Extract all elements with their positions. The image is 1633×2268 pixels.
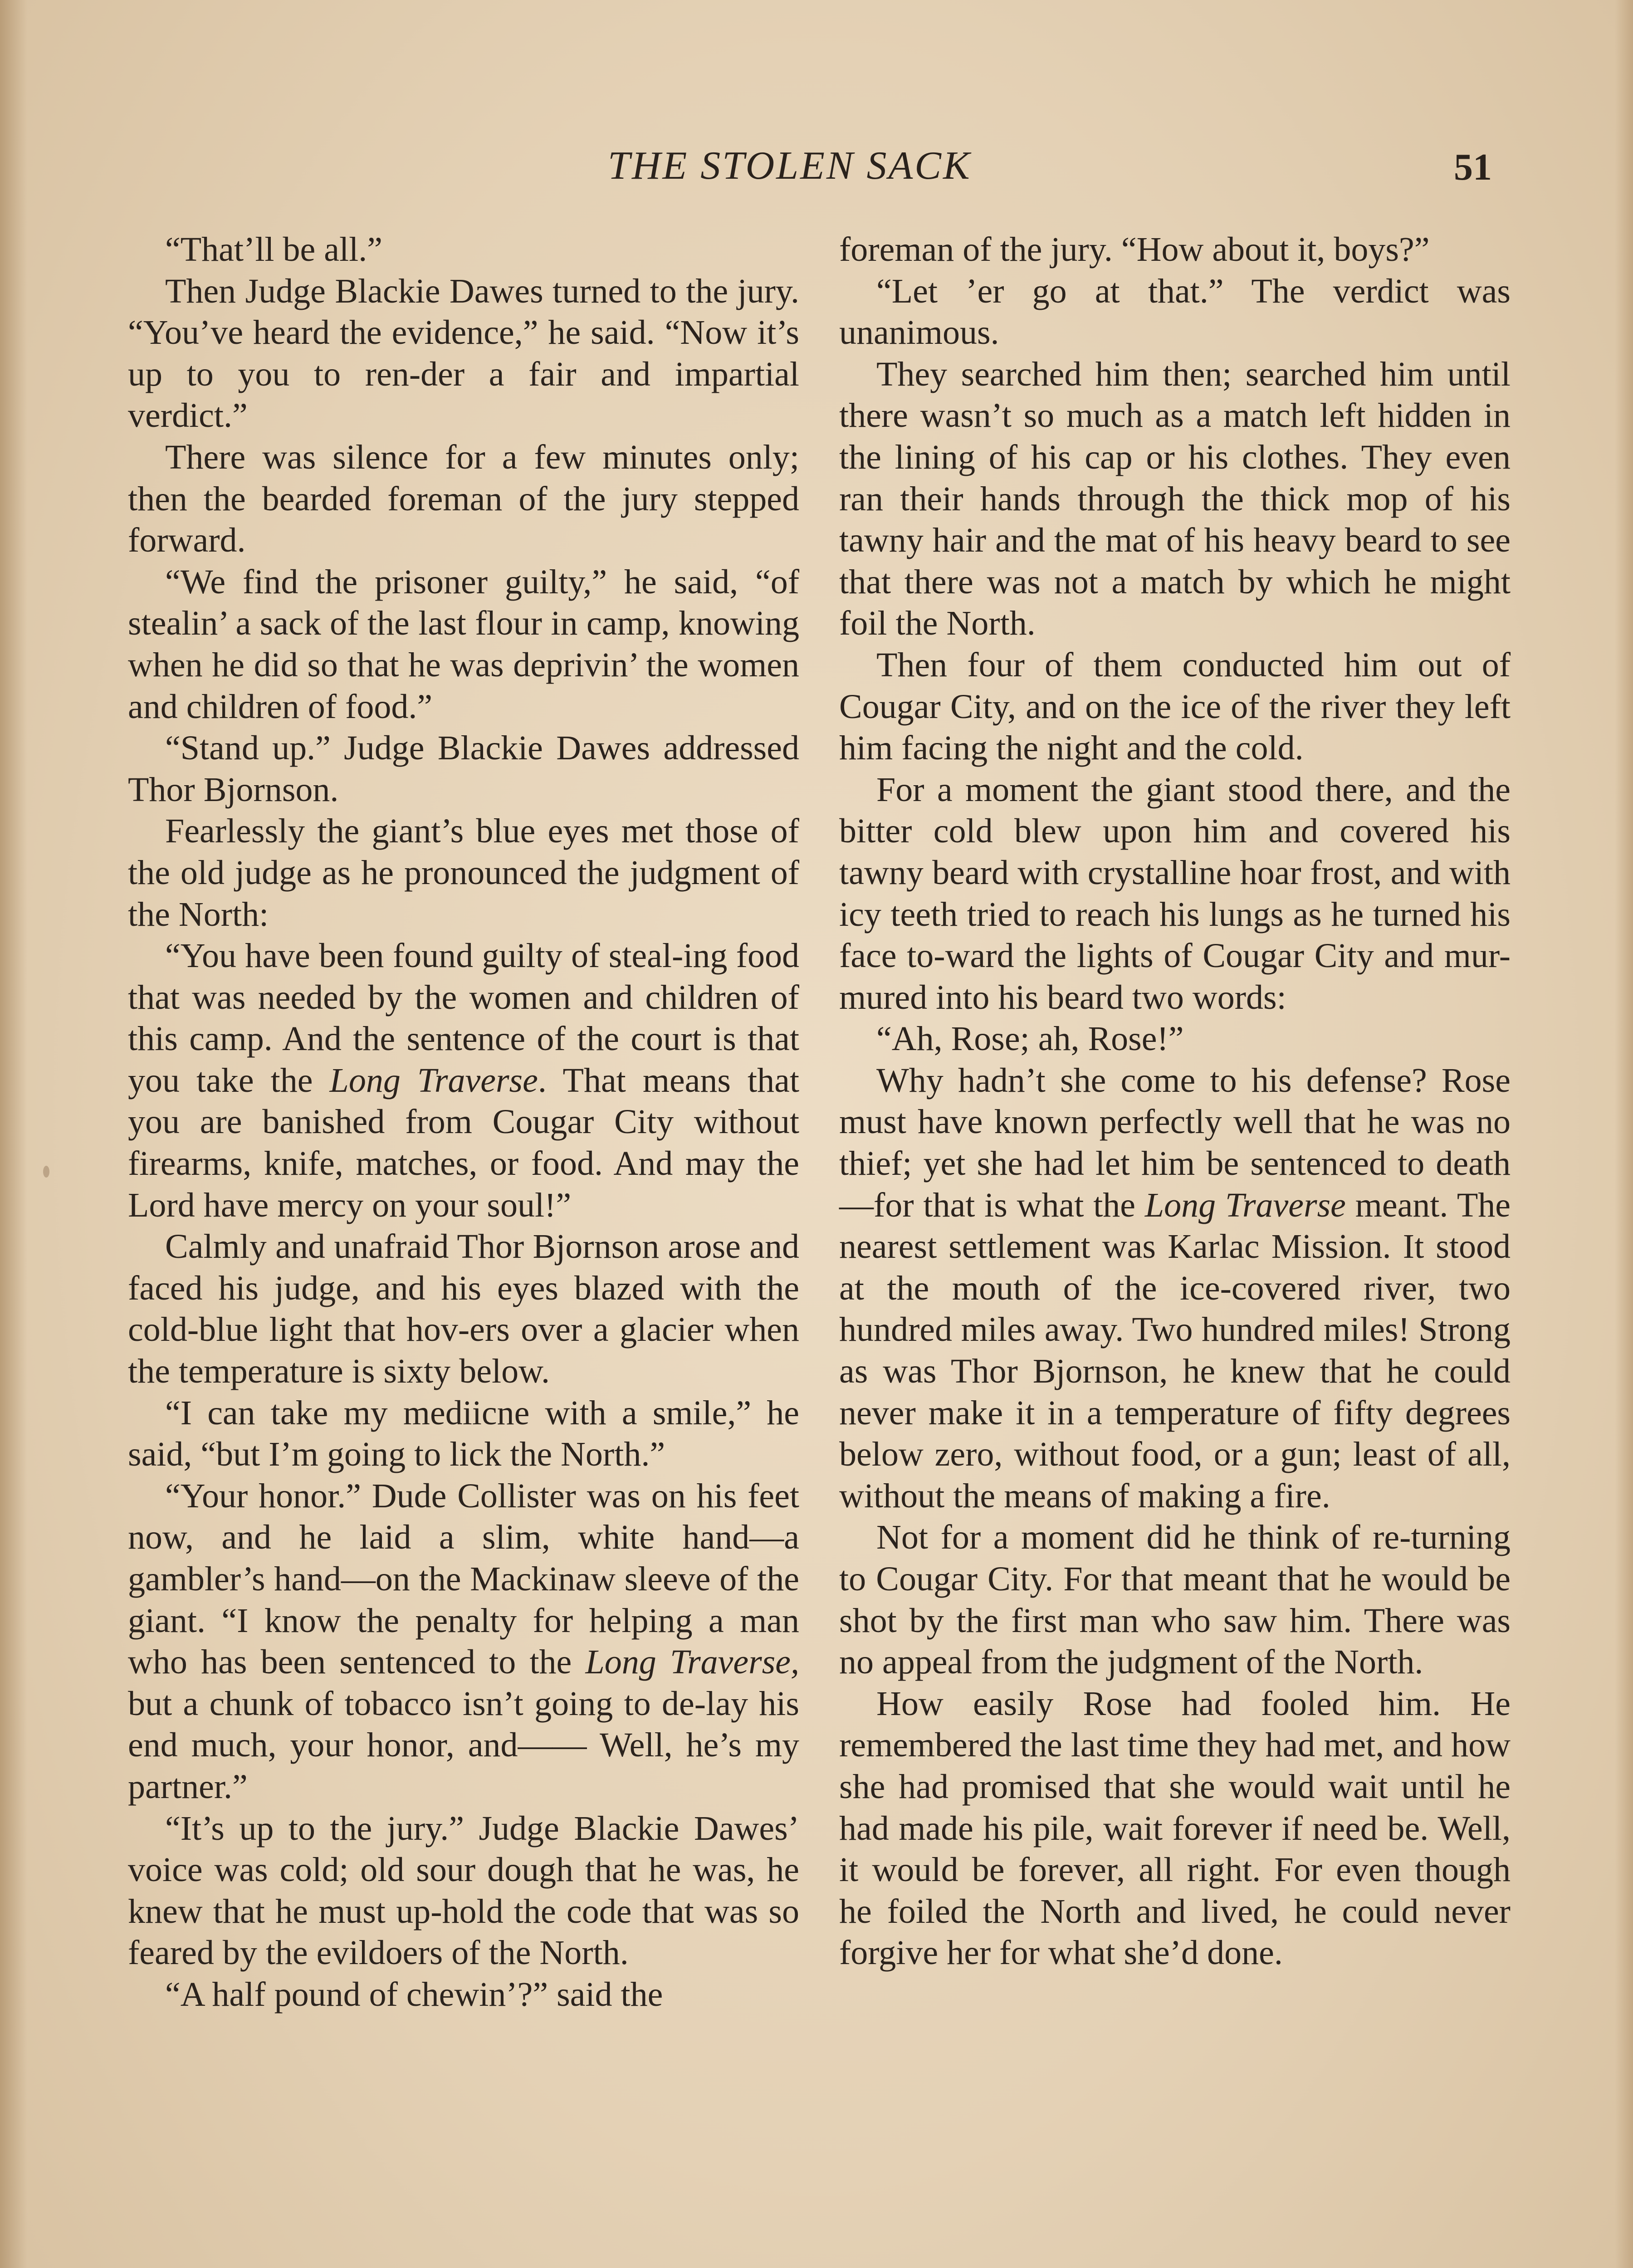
paragraph xyxy=(128,1476,799,1808)
paragraph: foreman of the jury. “How about it, boys?” xyxy=(839,230,1430,269)
paragraph-text: “You have been found guilty of steal-ing food that was needed by the women and children of this camp. And the sentence of the court is that you take the xyxy=(128,937,799,1100)
page-number: 51 xyxy=(1454,146,1492,188)
page-edge-shadow-left xyxy=(0,0,27,2268)
italic-title: Long Traverse xyxy=(1144,1186,1346,1224)
paragraph: There was silence for a few minutes only; then the bearded foreman of the jury stepped forward. xyxy=(128,438,799,560)
left-column xyxy=(128,229,799,2016)
running-head: THE STOLEN SACK xyxy=(608,144,972,188)
right-column xyxy=(839,229,1511,1974)
paragraph-text: meant. The nearest settlement was Karlac Mission. It stood at the mouth of the ice-covered river, two hundred miles away. Two hundred miles! Strong as was Thor Bjornson, he knew that he could never make it in a temperature of fifty degrees below zero, without food, or a gun; least of all, without the means of making a fire. xyxy=(839,1186,1511,1515)
paper-blemish xyxy=(43,1166,49,1178)
paragraph: For a moment the giant stood there, and the bitter cold blew upon him and covered his tawny beard with crystalline hoar frost, and with icy teeth tried to reach his lungs as he turned his face to-ward the lights of Cougar City and mur-mured into his beard two words: xyxy=(839,770,1511,1017)
paragraph: “I can take my mediicne with a smile,” he said, “but I’m going to lick the North.” xyxy=(128,1393,799,1474)
italic-title: Long Traverse, xyxy=(585,1643,799,1681)
paragraph: “That’ll be all.” xyxy=(165,230,382,269)
paragraph-text: Why hadn’t she come to his defense? Rose must have known perfectly well that he was no thief; yet she had let him be sentenced to death—for that is what the xyxy=(839,1061,1511,1224)
paragraph xyxy=(128,935,799,1226)
italic-title: Long Traverse xyxy=(329,1061,538,1100)
paragraph: “Stand up.” Judge Blackie Dawes addressed Thor Bjornson. xyxy=(128,729,799,809)
paragraph xyxy=(839,1060,1511,1517)
paragraph: Fearlessly the giant’s blue eyes met those of the old judge as he pronounced the judgment of the North: xyxy=(128,812,799,934)
paragraph: “It’s up to the jury.” Judge Blackie Dawes’ voice was cold; old sour dough that he was, he knew that he must up-hold the code that was so feared by the evildoers of the North. xyxy=(128,1809,799,1972)
paragraph: Calmly and unafraid Thor Bjornson arose and faced his judge, and his eyes blazed with the cold-blue light that hov-ers over a glacier when the temperature is sixty below. xyxy=(128,1227,799,1391)
paragraph: Then Judge Blackie Dawes turned to the jury. “You’ve heard the evidence,” he said. “Now it’s up to you to ren-der a fair and impartial verdict.” xyxy=(128,272,799,435)
paragraph-text: . That means that you are banished from Cougar City without firearms, knife, matches, or food. And may the Lord have mercy on your soul!” xyxy=(128,1061,799,1224)
paragraph-text: but a chunk of tobacco isn’t going to de-lay his end much, your honor, and—— Well, he’s my partner.” xyxy=(128,1684,799,1806)
paragraph-text: “Your honor.” Dude Collister was on his feet now, and he laid a slim, white hand—a gambler’s hand—on the Mackinaw sleeve of the giant. “I know the penalty for helping a man who has been sentenced to the xyxy=(128,1476,799,1681)
paragraph: They searched him then; searched him until there wasn’t so much as a match left hidden in the lining of his cap or his clothes. They even ran their hands through the thick mop of his tawny hair and the mat of his heavy beard to see that there was not a match by which he might foil the North. xyxy=(839,355,1511,643)
paragraph: Not for a moment did he think of re-turning to Cougar City. For that meant that he would be shot by the first man who saw him. There was no appeal from the judgment of the North. xyxy=(839,1518,1511,1681)
paragraph: “A half pound of chewin’?” said the xyxy=(165,1975,663,2014)
paragraph: Then four of them conducted him out of Cougar City, and on the ice of the river they left him facing the night and the cold. xyxy=(839,645,1511,767)
paragraph: “Ah, Rose; ah, Rose!” xyxy=(876,1020,1184,1058)
paragraph: “We find the prisoner guilty,” he said, “of stealin’ a sack of the last flour in camp, knowing when he did so that he was deprivin’ the women and children of food.” xyxy=(128,562,799,726)
paragraph: How easily Rose had fooled him. He remembered the last time they had met, and how she had promised that she would wait until he had made his pile, wait forever if need be. Well, it would be forever, all right. For even though he foiled the North and lived, he could never forgive her for what she’d done. xyxy=(839,1684,1511,1972)
page-edge-shadow-right xyxy=(1615,0,1633,2268)
paragraph: “Let ’er go at that.” The verdict was unanimous. xyxy=(839,272,1511,352)
